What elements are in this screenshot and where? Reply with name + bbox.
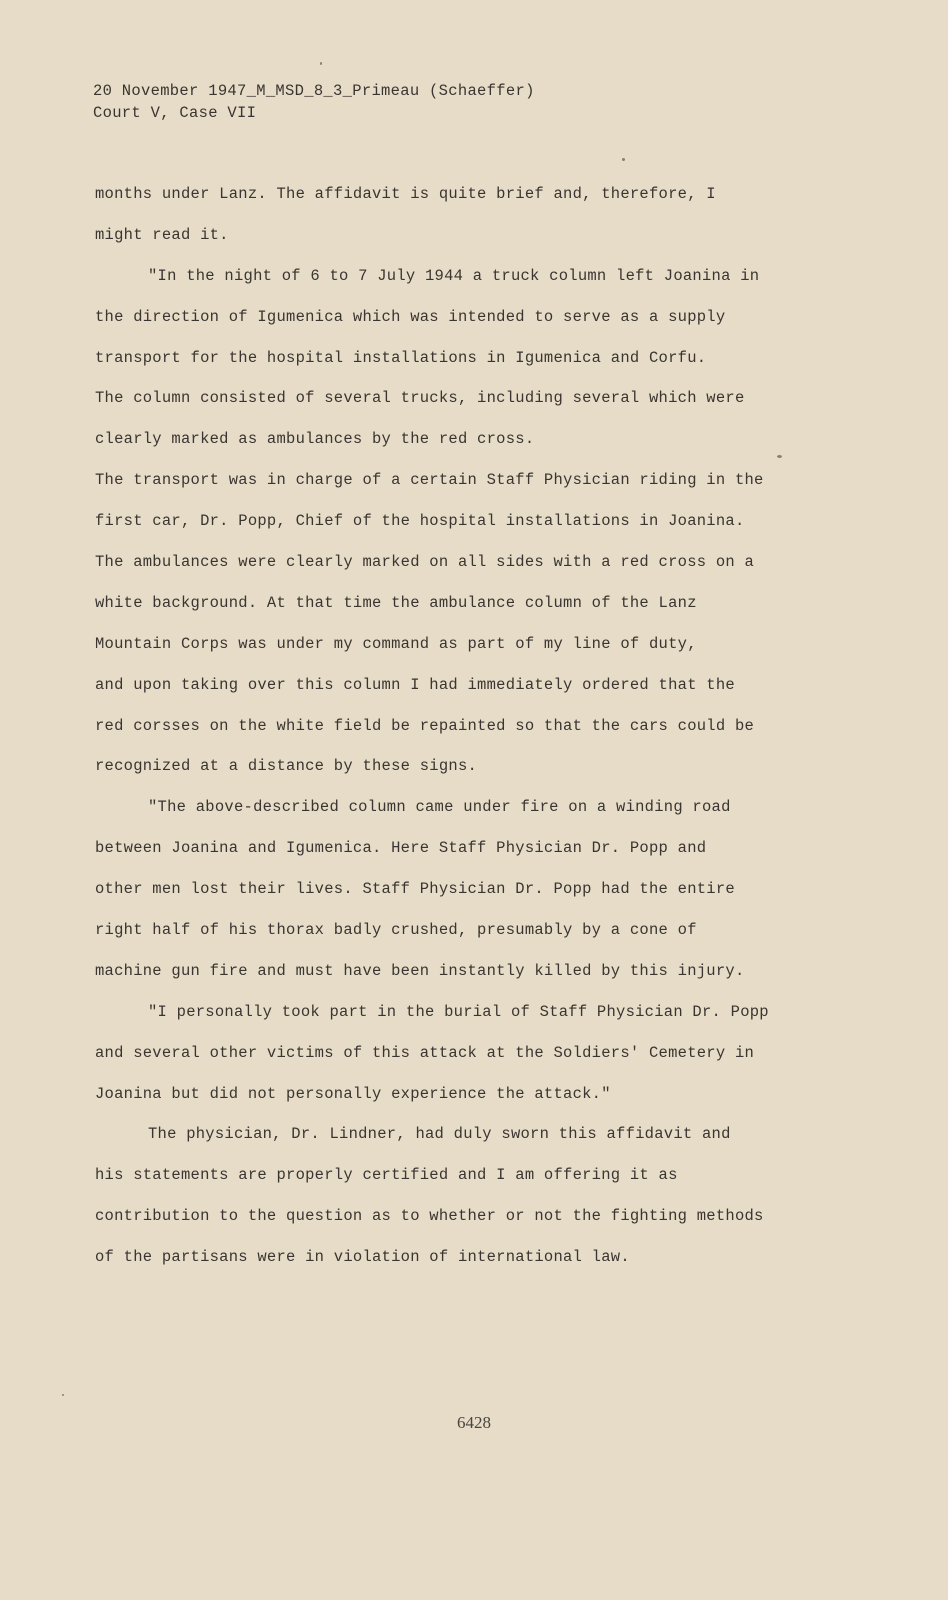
text-line: transport for the hospital installations in Igumenica and Corfu. xyxy=(95,348,707,367)
text-line: recognized at a distance by these signs. xyxy=(95,757,478,776)
text-line: other men lost their lives. Staff Physician Dr. Popp had the entire xyxy=(95,880,735,899)
text-line: The column consisted of several trucks, including several which were xyxy=(95,389,745,408)
text-line: Mountain Corps was under my command as part of my line of duty, xyxy=(95,634,697,653)
text-line: white background. At that time the ambulance column of the Lanz xyxy=(95,593,697,612)
text-line: of the partisans were in violation of international law. xyxy=(95,1248,630,1267)
text-line: Joanina but did not personally experience the attack." xyxy=(95,1084,611,1103)
text-line: months under Lanz. The affidavit is quite brief and, therefore, I xyxy=(95,185,716,203)
text-line: The ambulances were clearly marked on all sides with a red cross on a xyxy=(95,553,755,572)
text-line: might read it. xyxy=(95,225,229,244)
paper-speck xyxy=(62,1394,64,1396)
text-line: clearly marked as ambulances by the red cross. xyxy=(95,430,535,449)
text-line: and several other victims of this attack at the Soldiers' Cemetery in xyxy=(95,1043,755,1062)
text-line: "I personally took part in the burial of Staff Physician Dr. Popp xyxy=(148,1002,769,1021)
page-number: 6428 xyxy=(457,1413,491,1432)
text-line: right half of his thorax badly crushed, presumably by a cone of xyxy=(95,921,697,940)
text-line: The physician, Dr. Lindner, had duly sworn this affidavit and xyxy=(148,1125,731,1144)
text-line: "The above-described column came under fire on a winding road xyxy=(148,798,731,817)
text-line: The transport was in charge of a certain Staff Physician riding in the xyxy=(95,471,764,490)
document-body xyxy=(95,180,855,1284)
document-header xyxy=(93,80,535,124)
text-line: between Joanina and Igumenica. Here Staff Physician Dr. Popp and xyxy=(95,839,707,858)
text-line: the direction of Igumenica which was intended to serve as a supply xyxy=(95,307,726,326)
text-line: red corsses on the white field be repainted so that the cars could be xyxy=(95,716,755,735)
text-line: his statements are properly certified and I am offering it as xyxy=(95,1166,678,1185)
header-date-line: 20 November 1947_M_MSD_8_3_Primeau (Schaeffer) xyxy=(93,82,535,100)
text-line: "In the night of 6 to 7 July 1944 a truck column left Joanina in xyxy=(148,266,760,285)
paper-speck xyxy=(622,158,625,161)
text-line: contribution to the question as to whether or not the fighting methods xyxy=(95,1207,764,1226)
header-court-line: Court V, Case VII xyxy=(93,104,257,122)
text-line: and upon taking over this column I had immediately ordered that the xyxy=(95,675,735,694)
paper-speck xyxy=(320,62,322,65)
text-line: machine gun fire and must have been instantly killed by this injury. xyxy=(95,961,745,980)
text-line: first car, Dr. Popp, Chief of the hospital installations in Joanina. xyxy=(95,512,745,531)
